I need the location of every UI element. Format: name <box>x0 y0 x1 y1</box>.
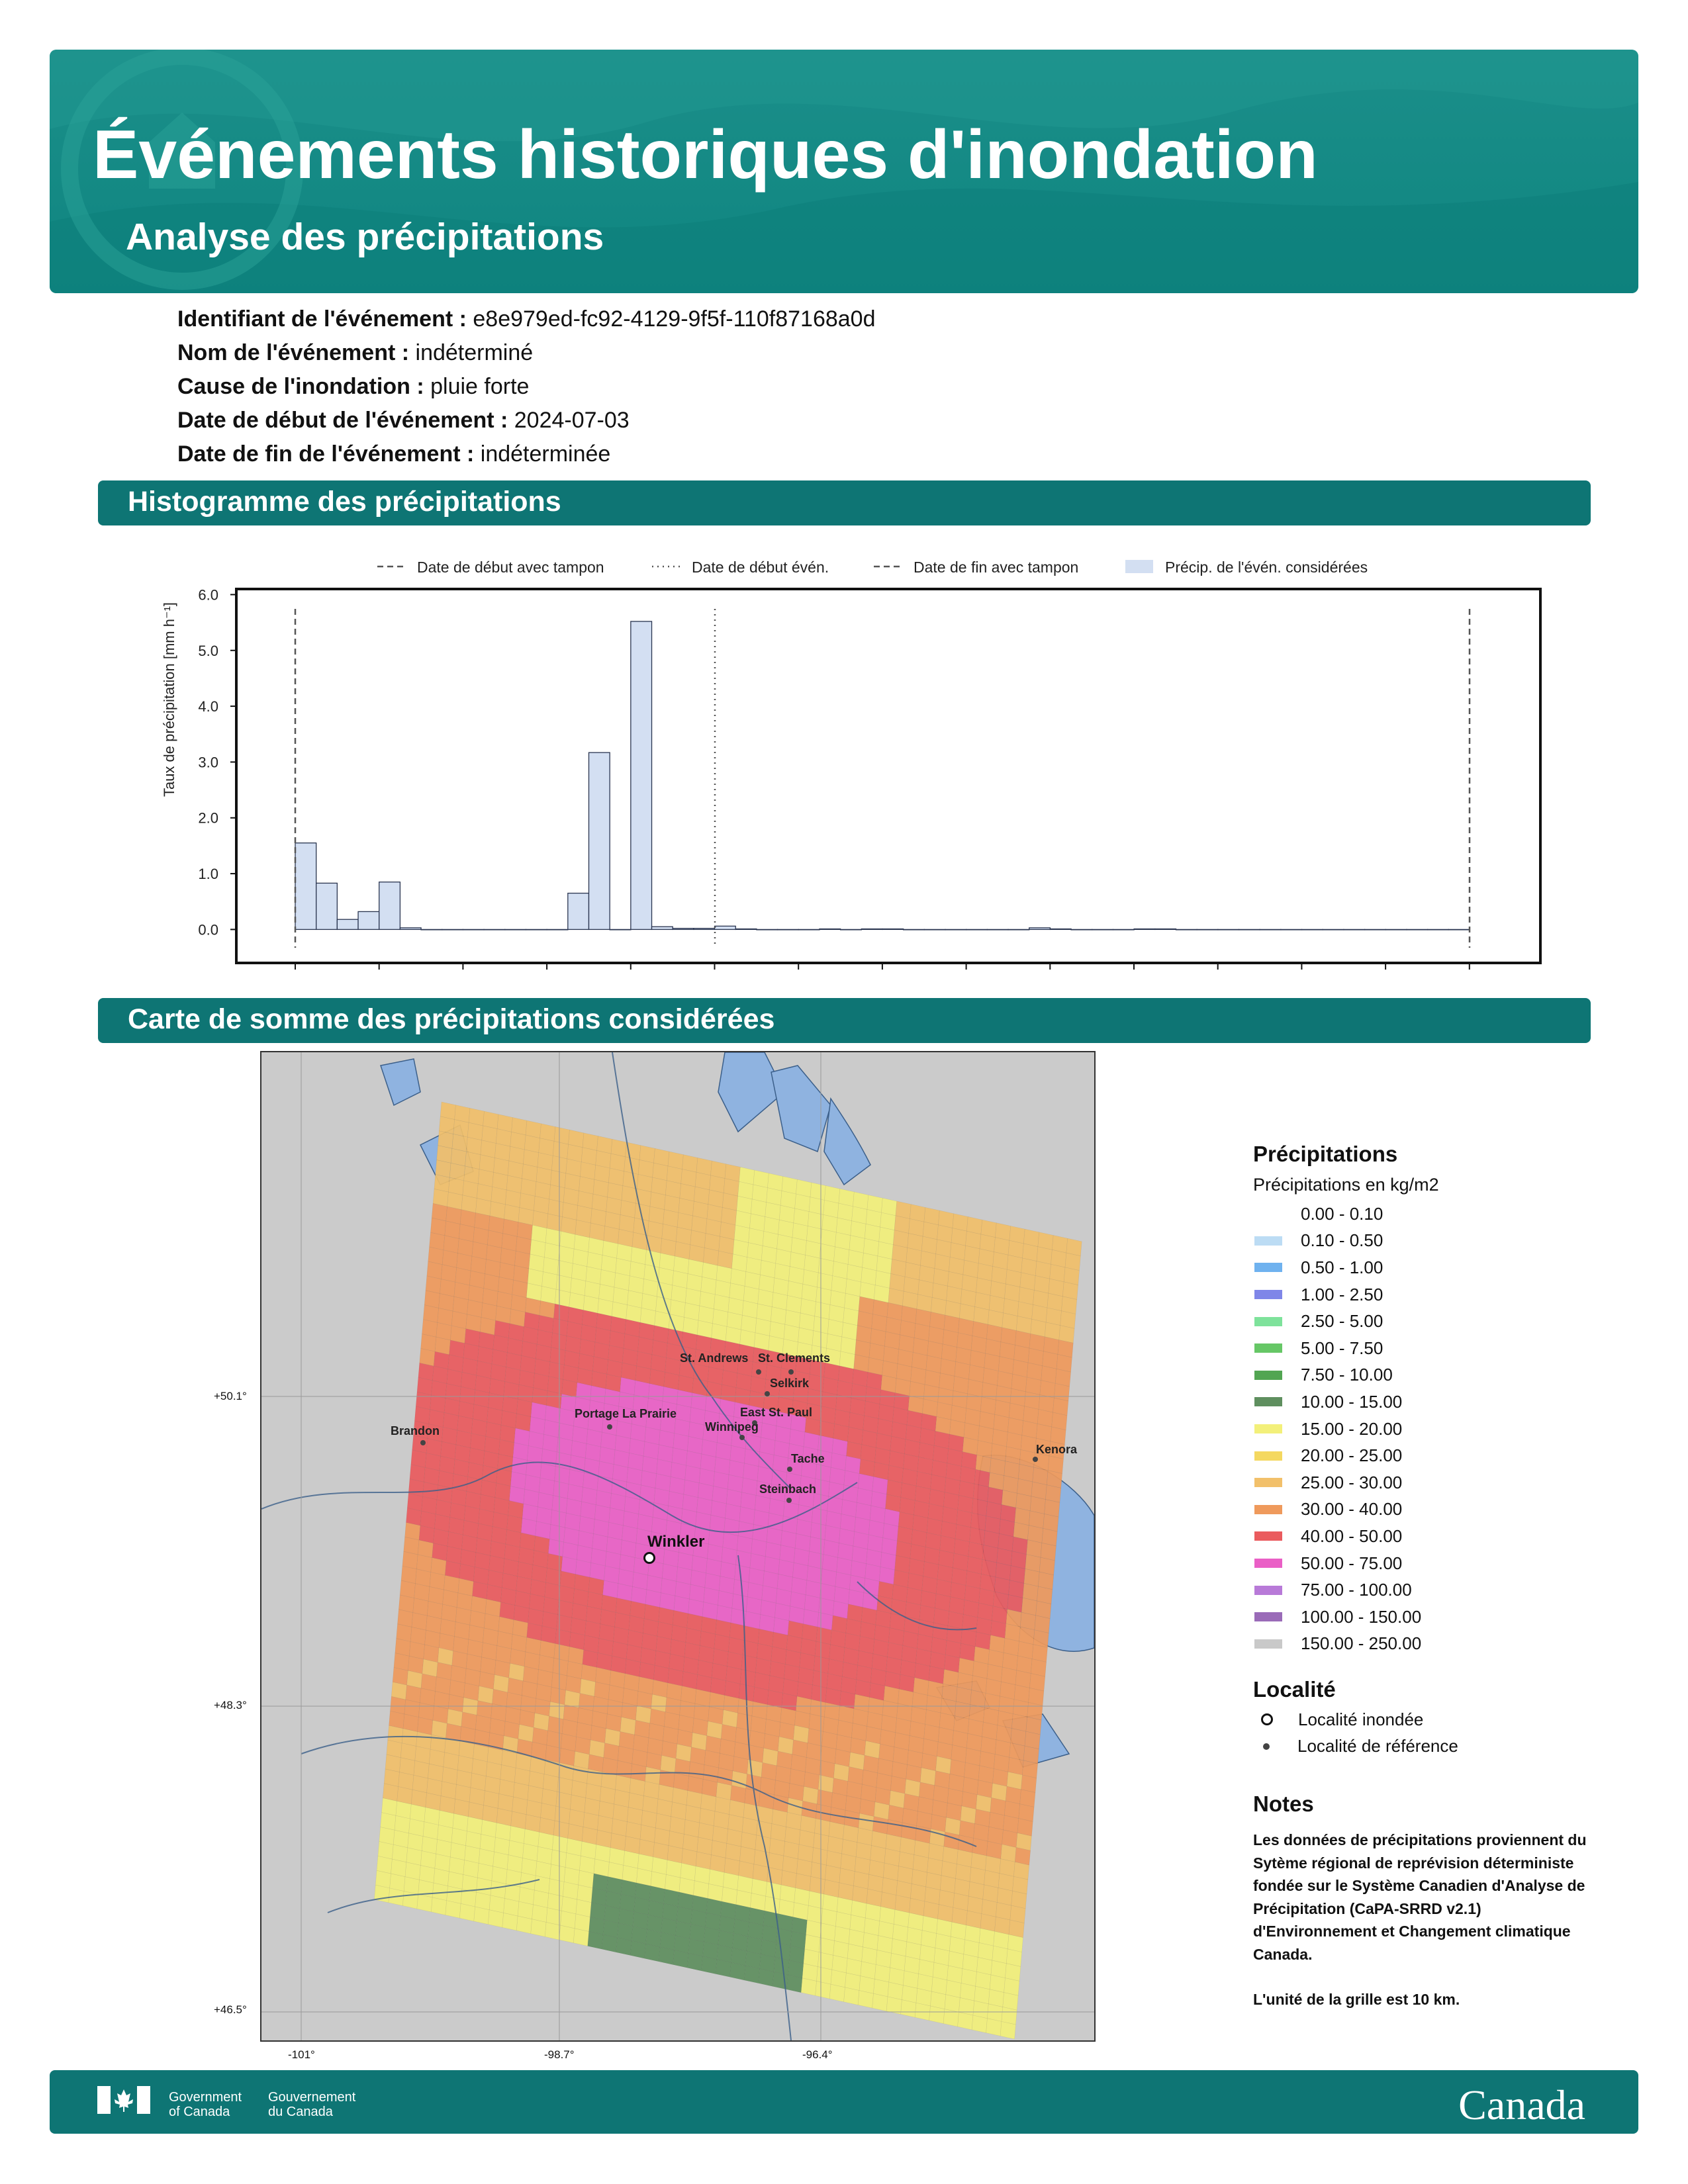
gov-fr-line2: du Canada <box>268 2105 333 2119</box>
grid-cell <box>1000 2021 1015 2039</box>
legend-class-row <box>1253 1604 1624 1631</box>
bar <box>1260 929 1281 930</box>
legend-swatch <box>1254 1263 1282 1272</box>
gov-fr-line1: Gouvernement <box>268 2090 356 2105</box>
bar <box>1385 929 1407 930</box>
grid-cell <box>801 1978 816 1996</box>
bar <box>1071 929 1092 930</box>
legend-label: Date de début évén. <box>692 559 829 576</box>
bar <box>1197 929 1218 930</box>
grid-cell <box>901 2000 916 2018</box>
legend-class-row <box>1253 1388 1624 1416</box>
bar <box>882 929 904 930</box>
legend-swatch-event-precip <box>1125 560 1153 573</box>
lat-label: +46.5° <box>214 2003 247 2016</box>
legend-swatch <box>1254 1451 1282 1461</box>
grid-cell <box>374 1885 389 1903</box>
legend-swatch <box>1254 1639 1282 1649</box>
page-title: Événements historiques d'inondation <box>93 116 1318 193</box>
legend-class-row <box>1253 1416 1624 1443</box>
bar <box>358 911 379 929</box>
legend-class-row <box>1253 1335 1624 1362</box>
legend-swatch <box>1254 1531 1282 1541</box>
info-value: 2024-07-03 <box>514 408 630 433</box>
bar <box>1407 929 1428 930</box>
place-dot <box>420 1440 426 1445</box>
legend-swatch <box>1254 1209 1282 1218</box>
flooded-place-marker <box>643 1552 655 1564</box>
grid-cell <box>958 2012 973 2030</box>
bar <box>337 919 358 929</box>
bar <box>316 883 338 929</box>
bar <box>1302 929 1323 930</box>
section-histogram <box>98 480 1591 525</box>
legend-swatch <box>1254 1236 1282 1246</box>
bar <box>568 893 589 930</box>
place-label: St. Andrews <box>680 1351 749 1365</box>
bar <box>735 929 757 930</box>
legend-reference-label: Localité de référence <box>1297 1736 1458 1756</box>
grid-cell <box>402 1891 418 1909</box>
legend-class-row <box>1253 1631 1624 1658</box>
legend-swatch <box>1254 1397 1282 1406</box>
legend-class-label: 1.00 - 2.50 <box>1301 1284 1383 1304</box>
bar <box>505 929 526 930</box>
bar <box>631 621 652 929</box>
bar <box>1323 929 1344 930</box>
grid-cell <box>744 1966 759 1983</box>
bar <box>673 929 694 930</box>
bar <box>589 752 610 929</box>
y-tick-label: 1.0 <box>198 866 218 883</box>
grid-cell <box>929 2006 945 2024</box>
y-tick-label: 3.0 <box>198 754 218 771</box>
legend-classes <box>1253 1201 1624 1657</box>
place-dot <box>787 1467 792 1472</box>
legend-class-row <box>1253 1254 1624 1281</box>
bars <box>295 621 1470 930</box>
place-label: Steinbach <box>759 1482 817 1496</box>
section-title: Histogramme des précipitations <box>128 486 561 518</box>
bar <box>1218 929 1239 930</box>
info-label: Date de début de l'événement : <box>177 408 508 433</box>
bar <box>798 929 820 930</box>
gov-en <box>169 2090 242 2119</box>
bar <box>715 926 736 929</box>
legend-title: Précipitations <box>1253 1142 1398 1166</box>
bar <box>1029 928 1051 930</box>
legend-class-label: 20.00 - 25.00 <box>1301 1445 1403 1466</box>
bar <box>987 929 1008 930</box>
legend-class-row <box>1253 1201 1624 1228</box>
bar <box>694 929 715 930</box>
flooded-place-label: Winkler <box>647 1533 705 1551</box>
grid-cell <box>659 1947 674 1965</box>
legend-class-label: 0.10 - 0.50 <box>1301 1230 1383 1251</box>
grid-cell <box>972 2015 987 2033</box>
notes-text: Les données de précipitations proviennent du Sytème régional de reprévision déterministe fondée sur le Système Canadien d'Analyse de Précipitation (CaPA-SRRD v2.1) d'Environnement et Changement climatique Canada. <box>1253 1831 1587 1963</box>
bar <box>924 929 945 930</box>
legend-class-row <box>1253 1228 1624 1255</box>
grid-cell <box>588 1932 603 1950</box>
grid-cell <box>474 1907 489 1925</box>
grid-cell <box>559 1925 575 1943</box>
plot-frame <box>236 589 1540 963</box>
legend-swatch <box>1254 1505 1282 1514</box>
bar <box>463 929 484 930</box>
place-label: Kenora <box>1036 1443 1078 1456</box>
place-label: St. Clements <box>758 1351 831 1365</box>
precipitation-histogram <box>152 543 1556 973</box>
bar <box>1365 929 1386 930</box>
legend-class-row <box>1253 1550 1624 1577</box>
legend-swatch <box>1254 1612 1282 1621</box>
legend-class-label: 0.00 - 0.10 <box>1301 1203 1383 1224</box>
bar <box>400 928 421 930</box>
grid-cell <box>545 1922 560 1940</box>
place-label: Portage La Prairie <box>575 1407 677 1420</box>
bar <box>1113 929 1134 930</box>
bar <box>1134 929 1155 930</box>
grid-cell <box>616 1938 632 1956</box>
info-label: Identifiant de l'événement : <box>177 306 467 332</box>
legend-swatch <box>1254 1371 1282 1380</box>
place-label: Winnipeg <box>705 1420 759 1433</box>
grid-cell <box>702 1956 717 1974</box>
bar <box>778 929 799 930</box>
info-end-date <box>177 441 610 467</box>
bar <box>945 929 966 930</box>
place-dot <box>788 1369 794 1375</box>
y-axis <box>198 586 236 938</box>
flooded-marker-icon <box>1261 1713 1273 1725</box>
y-tick-label: 2.0 <box>198 809 218 827</box>
grid-cell <box>673 1950 688 1968</box>
grid-cell <box>730 1962 745 1980</box>
legend-class-label: 7.50 - 10.00 <box>1301 1365 1393 1385</box>
legend-swatch <box>1254 1559 1282 1568</box>
bar <box>295 843 316 930</box>
legend-swatch <box>1254 1586 1282 1595</box>
info-event-id <box>177 306 876 332</box>
legend-label: Date de début avec tampon <box>417 559 604 576</box>
grid-cell <box>716 1960 731 1978</box>
map-legend <box>1253 1142 1624 2011</box>
bar <box>484 929 505 930</box>
bar <box>757 929 778 930</box>
page-subtitle: Analyse des précipitations <box>126 216 604 258</box>
place-dot <box>739 1435 745 1440</box>
legend-flooded-row <box>1253 1706 1624 1733</box>
bar <box>421 929 442 930</box>
legend-flooded-label: Localité inondée <box>1298 1709 1424 1729</box>
legend-class-label: 25.00 - 30.00 <box>1301 1472 1403 1492</box>
bar <box>610 929 631 930</box>
legend-class-label: 100.00 - 150.00 <box>1301 1606 1422 1627</box>
place-dot <box>786 1498 792 1503</box>
grid-cell <box>645 1944 660 1962</box>
canada-flag-icon <box>97 2086 150 2114</box>
bar <box>379 882 400 930</box>
place-label: East St. Paul <box>740 1406 813 1419</box>
lon-label: -101° <box>288 2048 315 2061</box>
legend-class-row <box>1253 1281 1624 1308</box>
place-label: Selkirk <box>770 1377 810 1390</box>
bar <box>861 929 882 930</box>
reference-marker-icon <box>1263 1743 1270 1750</box>
legend-class-row <box>1253 1469 1624 1496</box>
place-label: Brandon <box>391 1424 440 1437</box>
bar <box>1239 929 1260 930</box>
grid-cell <box>573 1929 588 1946</box>
gov-en-line1: Government <box>169 2090 242 2105</box>
grid-cell <box>531 1919 546 1937</box>
legend-label: Précip. de l'évén. considérées <box>1165 559 1368 576</box>
info-value: e8e979ed-fc92-4129-9f5f-110f87168a0d <box>473 306 876 332</box>
legend-class-label: 150.00 - 250.00 <box>1301 1633 1422 1654</box>
bar <box>1428 929 1449 930</box>
y-tick-label: 4.0 <box>198 698 218 715</box>
lon-label: -98.7° <box>544 2048 575 2061</box>
notes-title: Notes <box>1253 1792 1314 1817</box>
grid-cell <box>417 1894 432 1912</box>
info-label: Date de fin de l'événement : <box>177 441 475 467</box>
legend-swatch <box>1254 1290 1282 1299</box>
legend-label: Date de fin avec tampon <box>914 559 1079 576</box>
bar <box>526 929 547 930</box>
legend-class-row <box>1253 1442 1624 1469</box>
grid-cell <box>459 1903 475 1921</box>
bar <box>966 929 988 930</box>
info-value: indéterminé <box>415 340 534 365</box>
place-label: Tache <box>791 1452 825 1465</box>
bar <box>1176 929 1197 930</box>
info-value: indéterminée <box>480 441 611 467</box>
legend-class-row <box>1253 1523 1624 1550</box>
grid-cell <box>829 1984 845 2002</box>
info-start-date <box>177 408 630 433</box>
info-label: Nom de l'événement : <box>177 340 410 365</box>
y-tick-label: 5.0 <box>198 642 218 659</box>
lat-label: +50.1° <box>214 1390 247 1402</box>
legend-swatch <box>1254 1424 1282 1433</box>
grid-cell <box>844 1987 859 2005</box>
legend-subtitle: Précipitations en kg/m2 <box>1253 1175 1439 1195</box>
grid-cell <box>516 1916 532 1934</box>
grid-cell <box>445 1901 461 1919</box>
grid-cell <box>431 1897 446 1915</box>
bar <box>820 929 841 930</box>
bar <box>1008 929 1029 930</box>
place-dot <box>607 1424 612 1430</box>
legend-class-row <box>1253 1362 1624 1389</box>
footer <box>50 2070 1638 2134</box>
grid-cell <box>759 1969 774 1987</box>
section-title: Carte de somme des précipitations considérées <box>128 1003 775 1035</box>
canada-wordmark: Canada <box>1458 2081 1585 2128</box>
grid-cell <box>687 1953 702 1971</box>
bar <box>841 929 862 930</box>
legend-class-label: 75.00 - 100.00 <box>1301 1580 1412 1600</box>
y-tick-label: 6.0 <box>198 586 218 604</box>
bar <box>1092 929 1113 930</box>
info-flood-cause <box>177 374 529 400</box>
grid-cell <box>872 1993 888 2011</box>
gov-fr <box>268 2090 355 2119</box>
legend-class-label: 40.00 - 50.00 <box>1301 1525 1403 1546</box>
grid-cell <box>986 2019 1002 2036</box>
legend-class-row <box>1253 1308 1624 1335</box>
chart-legend <box>377 559 1368 576</box>
place-dot <box>756 1369 761 1375</box>
legend-swatch <box>1254 1317 1282 1326</box>
bar <box>1344 929 1365 930</box>
legend-class-label: 5.00 - 7.50 <box>1301 1338 1383 1358</box>
place-dot <box>1033 1457 1038 1462</box>
bar <box>547 929 568 930</box>
place-dot <box>765 1391 770 1396</box>
bar <box>442 929 463 930</box>
notes-unit: L'unité de la grille est 10 km. <box>1253 1991 1460 2009</box>
section-map <box>98 998 1591 1043</box>
legend-class-row <box>1253 1576 1624 1604</box>
bar <box>1155 929 1176 930</box>
bar <box>1050 929 1071 930</box>
grid-cell <box>488 1910 503 1928</box>
legend-swatch <box>1254 1343 1282 1353</box>
bar <box>904 929 925 930</box>
bar <box>652 927 673 929</box>
grid-cell <box>630 1941 645 1959</box>
legend-swatch <box>1254 1478 1282 1487</box>
grid-cell <box>816 1981 831 1999</box>
legend-class-label: 2.50 - 5.00 <box>1301 1311 1383 1332</box>
info-event-name <box>177 340 533 366</box>
bar <box>1448 929 1470 930</box>
grid-cell <box>858 1991 873 2009</box>
info-label: Cause de l'inondation : <box>177 374 424 399</box>
precipitation-grid <box>374 1102 1082 2039</box>
gov-en-line2: of Canada <box>169 2105 230 2119</box>
legend-class-label: 10.00 - 15.00 <box>1301 1391 1403 1412</box>
legend-class-label: 0.50 - 1.00 <box>1301 1257 1383 1277</box>
locality-title: Localité <box>1253 1677 1336 1702</box>
legend-class-label: 50.00 - 75.00 <box>1301 1553 1403 1573</box>
legend-class-label: 15.00 - 20.00 <box>1301 1418 1403 1439</box>
grid-cell <box>602 1934 617 1952</box>
bar <box>1281 929 1302 930</box>
grid-cell <box>502 1913 518 1931</box>
legend-class-row <box>1253 1496 1624 1524</box>
precipitation-map <box>260 1051 1096 2042</box>
legend-class-label: 30.00 - 40.00 <box>1301 1499 1403 1520</box>
y-tick-label: 0.0 <box>198 921 218 938</box>
lat-label: +48.3° <box>214 1699 247 1711</box>
info-value: pluie forte <box>430 374 530 399</box>
grid-cell <box>787 1975 802 1993</box>
y-axis-label: Taux de précipitation [mm h⁻¹] <box>161 602 177 797</box>
legend-reference-row <box>1253 1733 1624 1760</box>
lon-label: -96.4° <box>802 2048 833 2061</box>
